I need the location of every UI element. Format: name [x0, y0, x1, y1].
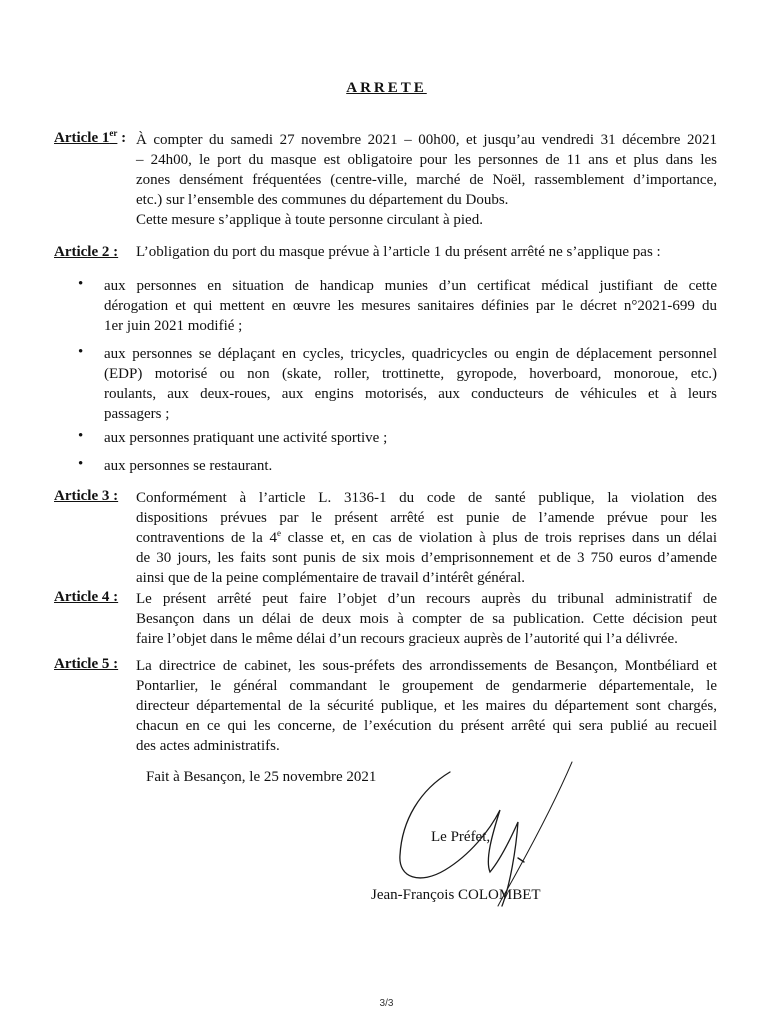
signatory-name: Jean-François COLOMBET: [371, 887, 541, 903]
handwritten-signature: [390, 760, 600, 910]
article-1-line: zones densément fréquentées (centre-ville, marché de Noël, rassemblement d’importance,: [136, 172, 717, 188]
article-3-line-start: contraventions de la 4: [136, 530, 277, 546]
bullet-line: passagers ;: [104, 406, 170, 422]
article-5-line: chacun en ce qui les concerne, de l’exécution du présent arrêté qui sera publié au recueil: [136, 718, 717, 734]
article-4-line: Besançon dans un délai de deux mois à compter de sa publication. Cette décision peut: [136, 611, 717, 627]
article-5-body: [136, 656, 717, 756]
article-5-line: Pontarlier, le général commandant le groupement de gendarmerie départementale, le: [136, 678, 717, 694]
article-1-body: [136, 130, 717, 210]
bullet-item: [104, 456, 717, 476]
bullet-item: [104, 276, 717, 336]
article-3-body: [136, 488, 717, 588]
bullet-line: roulants, aux deux-roues, aux engins motorisés, aux conducteurs de véhicules et à leurs: [104, 386, 717, 402]
article-1-label-text: Article 1: [54, 130, 110, 146]
article-3-line: de 30 jours, les faits sont punis de six mois d’emprisonnement et de 3 750 euros d’amende: [136, 550, 717, 566]
article-5-label-text: Article 5 :: [54, 656, 119, 672]
bullet-line: aux personnes pratiquant une activité sportive ;: [104, 430, 388, 446]
bullet-line: dérogation et qui mettent en œuvre les mesures sanitaires définies par le décret n°2021-699 du: [104, 298, 717, 314]
bullet-item: [104, 344, 717, 424]
article-5-label: [54, 656, 118, 673]
article-5-line: La directrice de cabinet, les sous-préfets des arrondissements de Besançon, Montbéliard et: [136, 658, 717, 674]
article-1-label-sup: er: [109, 128, 118, 138]
article-3-line-rest: classe et, en cas de violation à plus de trois reprises dans un délai: [280, 530, 717, 546]
article-4-label: [54, 589, 118, 606]
article-3-line: Conformément à l’article L. 3136-1 du code de santé publique, la violation des: [136, 490, 717, 506]
article-4-label-text: Article 4 :: [54, 589, 119, 605]
place-date: Fait à Besançon, le 25 novembre 2021: [146, 769, 377, 785]
article-4-line: faire l’objet dans le même délai d’un recours gracieux auprès de l’autorité qui l’a délivrée.: [136, 631, 678, 647]
bullet-line: (EDP) motorisé ou non (skate, roller, trottinette, gyropode, hoverboard, monoroue, etc.): [104, 366, 717, 382]
bullet-item: [104, 428, 717, 448]
article-2-label-text: Article 2 :: [54, 244, 119, 260]
bullet-marker: •: [78, 428, 84, 444]
article-2-label: [54, 244, 118, 261]
article-1-label-suffix: :: [117, 130, 127, 146]
bullet-marker: •: [78, 276, 84, 292]
article-5-line: directeur départemental de la sécurité publique, et les maires du département sont chargés,: [136, 698, 717, 714]
bullet-line: aux personnes se déplaçant en cycles, tricycles, quadricycles ou engin de déplacement personnel: [104, 346, 717, 362]
article-4-body: [136, 589, 717, 649]
article-1-line: À compter du samedi 27 novembre 2021 – 00h00, et jusqu’au vendredi 31 décembre 2021: [136, 132, 717, 148]
article-3-label-text: Article 3 :: [54, 488, 119, 504]
article-3-line: ainsi que de la peine complémentaire de travail d’intérêt général.: [136, 570, 525, 586]
bullet-marker: •: [78, 344, 84, 360]
article-3-line: dispositions prévues par le présent arrêté est punie de l’amende prévue pour les: [136, 510, 717, 526]
document-title: ARRETE: [346, 80, 427, 96]
bullet-line: 1er juin 2021 modifié ;: [104, 318, 243, 334]
article-2-intro: L’obligation du port du masque prévue à l’article 1 du présent arrêté ne s’applique pas :: [136, 244, 661, 260]
article-5-line: des actes administratifs.: [136, 738, 280, 754]
article-3-line-sup: e: [276, 528, 281, 538]
article-3-label: [54, 488, 118, 505]
signatory-role: Le Préfet,: [431, 829, 491, 845]
article-1-extra: Cette mesure s’applique à toute personne circulant à pied.: [136, 212, 483, 228]
bullet-line: aux personnes en situation de handicap munies d’un certificat médical justifiant de cette: [104, 278, 717, 294]
article-3-line: [136, 528, 717, 548]
article-1-line: etc.) sur l’ensemble des communes du département du Doubs.: [136, 192, 509, 208]
bullet-marker: •: [78, 456, 84, 472]
article-1-line: – 24h00, le port du masque est obligatoire pour les personnes de 11 ans et plus dans les: [136, 152, 717, 168]
article-1-label: [54, 130, 126, 147]
page-number: 3/3: [379, 998, 394, 1009]
article-4-line: Le présent arrêté peut faire l’objet d’un recours auprès du tribunal administratif de: [136, 591, 717, 607]
bullet-line: aux personnes se restaurant.: [104, 458, 273, 474]
